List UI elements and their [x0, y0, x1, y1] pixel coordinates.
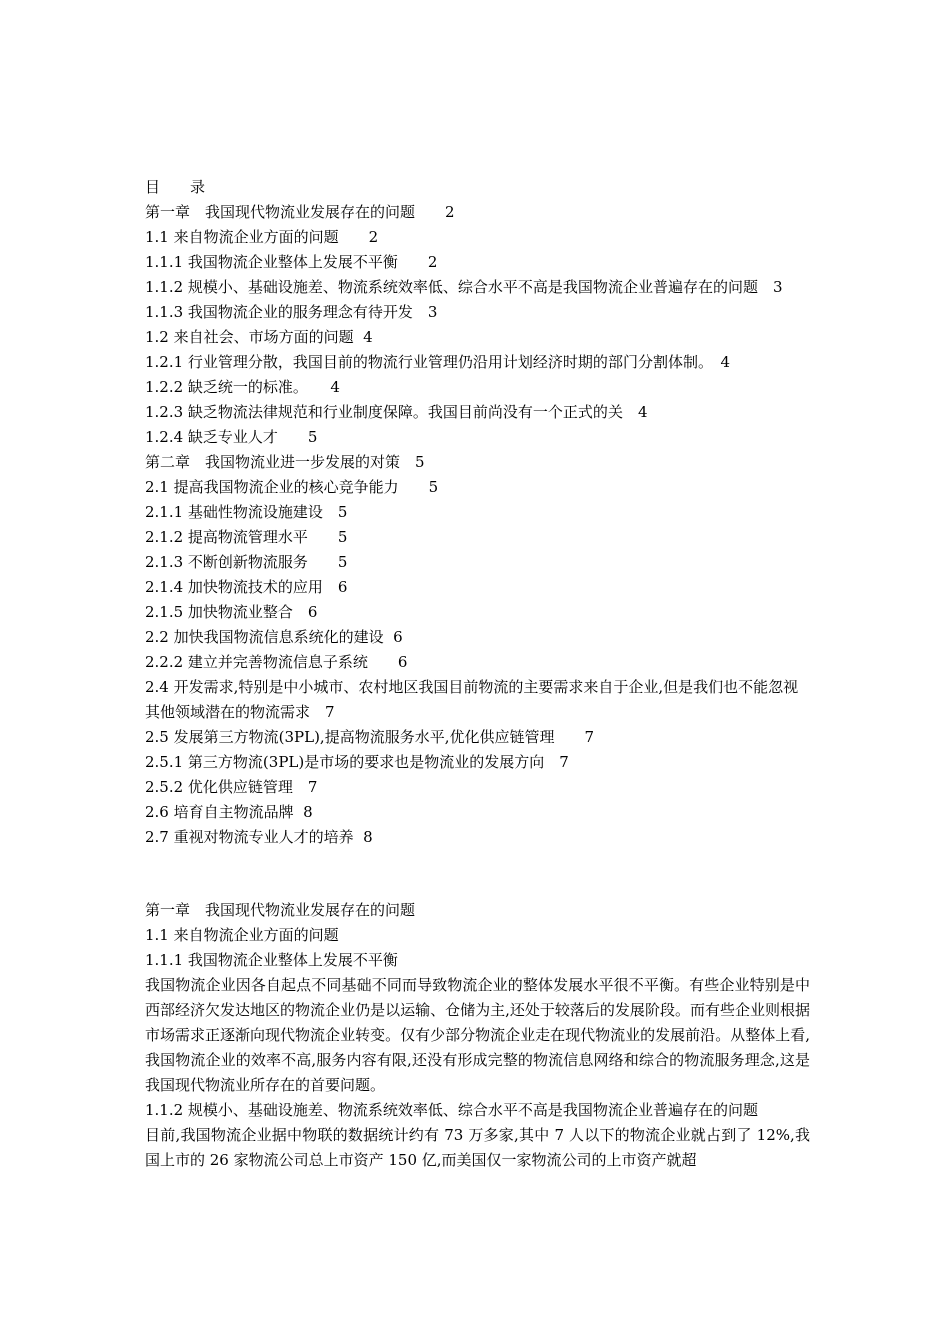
- toc-entry: 2.1.2 提高物流管理水平 5: [145, 528, 348, 546]
- chapter-heading: 第一章 我国现代物流业发展存在的问题: [145, 901, 416, 919]
- toc-entry: 1.1.3 我国物流企业的服务理念有待开发 3: [145, 303, 438, 321]
- toc-entry: 1.2.1 行业管理分散，我国目前的物流行业管理仍沿用计划经济时期的部门分割体制。 4: [145, 353, 730, 371]
- toc-entry: 第二章 我国物流业进一步发展的对策 5: [145, 453, 425, 471]
- toc-entry: 1.1.1 我国物流企业整体上发展不平衡 2: [145, 253, 438, 271]
- toc-entry: 2.1.3 不断创新物流服务 5: [145, 553, 348, 571]
- toc-entry: 2.2 加快我国物流信息系统化的建设 6: [145, 628, 403, 646]
- toc-entry: 1.2.2 缺乏统一的标准。 4: [145, 378, 340, 396]
- toc-entry: 2.5.2 优化供应链管理 7: [145, 778, 318, 796]
- toc-entry: 2.7 重视对物流专业人才的培养 8: [145, 828, 373, 846]
- body-paragraph: 目前,我国物流企业据中物联的数据统计约有 73 万多家,其中 7 人以下的物流企业就占到了 12%,我国上市的 26 家物流公司总上市资产 150 亿,而美国仅一家物流公司的上市资产就超: [145, 1126, 810, 1169]
- subsection-heading: 1.1.1 我国物流企业整体上发展不平衡: [145, 951, 398, 969]
- toc-entry: 2.4 开发需求,特别是中小城市、农村地区我国目前物流的主要需求来自于企业,但是我们也不能忽视其他领域潜在的物流需求 7: [145, 678, 799, 721]
- toc-entry: 1.2.4 缺乏专业人才 5: [145, 428, 318, 446]
- toc-title: 目 录: [145, 178, 206, 196]
- toc-entry: 2.6 培育自主物流品牌 8: [145, 803, 313, 821]
- toc-entry: 1.1 来自物流企业方面的问题 2: [145, 228, 379, 246]
- toc-entry: 2.2.2 建立并完善物流信息子系统 6: [145, 653, 408, 671]
- toc-entry: 2.1.5 加快物流业整合 6: [145, 603, 318, 621]
- toc-entry: 1.2 来自社会、市场方面的问题 4: [145, 328, 373, 346]
- toc-entry: 1.1.2 规模小、基础设施差、物流系统效率低、综合水平不高是我国物流企业普遍存在的问题 3: [145, 278, 783, 296]
- toc-entry: 2.1 提高我国物流企业的核心竞争能力 5: [145, 478, 439, 496]
- toc-entry: 2.1.4 加快物流技术的应用 6: [145, 578, 348, 596]
- section-spacer: [145, 850, 810, 898]
- toc-entry: 2.1.1 基础性物流设施建设 5: [145, 503, 348, 521]
- section-heading: 1.1 来自物流企业方面的问题: [145, 926, 339, 944]
- toc-entry: 2.5.1 第三方物流(3PL)是市场的要求也是物流业的发展方向 7: [145, 753, 569, 771]
- toc-entry: 2.5 发展第三方物流(3PL),提高物流服务水平,优化供应链管理 7: [145, 728, 595, 746]
- subsection-heading: 1.1.2 规模小、基础设施差、物流系统效率低、综合水平不高是我国物流企业普遍存在的问题: [145, 1101, 758, 1119]
- toc-entry: 1.2.3 缺乏物流法律规范和行业制度保障。我国目前尚没有一个正式的关 4: [145, 403, 648, 421]
- body-paragraph: 我国物流企业因各自起点不同基础不同而导致物流企业的整体发展水平很不平衡。有些企业特别是中西部经济欠发达地区的物流企业仍是以运输、仓储为主,还处于较落后的发展阶段。而有些企业则根据市场需求正逐渐向现代物流企业转变。仅有少部分物流企业走在现代物流业的发展前沿。从整体上看,我国物流企业的效率不高,服务内容有限,还没有形成完整的物流信息网络和综合的物流服务理念,这是我国现代物流业所存在的首要问题。: [145, 976, 810, 1094]
- toc-entry: 第一章 我国现代物流业发展存在的问题 2: [145, 203, 455, 221]
- document-content: [145, 175, 810, 1173]
